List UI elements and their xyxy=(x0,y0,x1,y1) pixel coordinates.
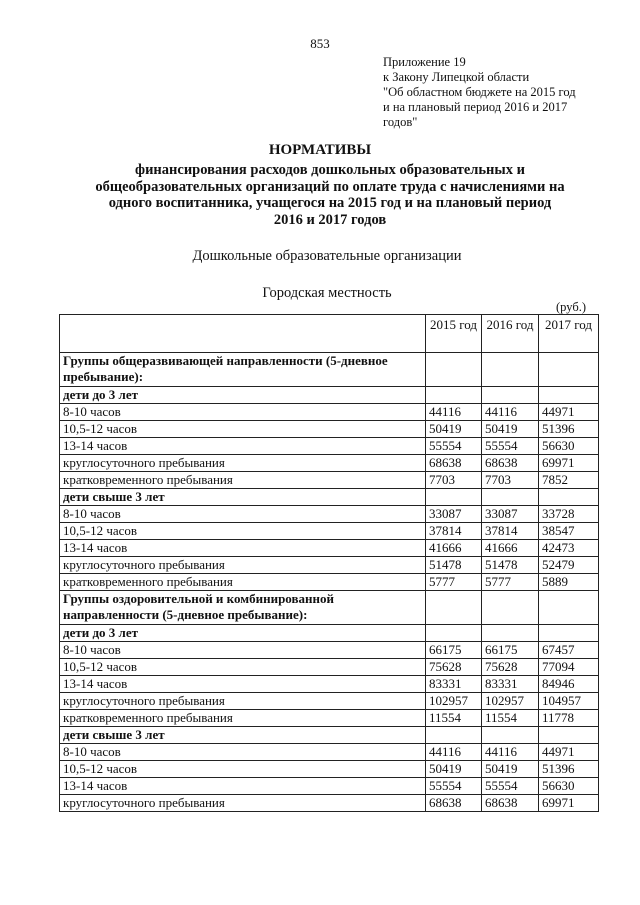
row-label-cell: дети свыше 3 лет xyxy=(60,727,426,744)
value-cell-2016: 51478 xyxy=(482,557,539,574)
table-row xyxy=(60,455,599,472)
table-row xyxy=(60,472,599,489)
table-row xyxy=(60,744,599,761)
table-row xyxy=(60,523,599,540)
norms-table xyxy=(59,314,599,812)
value-cell-2016: 50419 xyxy=(482,761,539,778)
value-cell-2017 xyxy=(539,353,599,387)
table-group-row xyxy=(60,353,599,387)
row-label-cell: кратковременного пребывания xyxy=(60,472,426,489)
value-cell-2017: 51396 xyxy=(539,421,599,438)
header-cell-2015: 2015 год xyxy=(426,315,482,353)
value-cell-2015: 33087 xyxy=(426,506,482,523)
annex-line: к Закону Липецкой области xyxy=(383,70,530,84)
value-cell-2017: 52479 xyxy=(539,557,599,574)
value-cell-2016: 37814 xyxy=(482,523,539,540)
table-row xyxy=(60,506,599,523)
row-label-cell: 8-10 часов xyxy=(60,404,426,421)
value-cell-2015 xyxy=(426,353,482,387)
row-label-cell: круглосуточного пребывания xyxy=(60,693,426,710)
value-cell-2015 xyxy=(426,387,482,404)
document-subtitle xyxy=(60,162,600,228)
value-cell-2016: 68638 xyxy=(482,795,539,812)
table-row xyxy=(60,404,599,421)
value-cell-2017: 84946 xyxy=(539,676,599,693)
value-cell-2016: 55554 xyxy=(482,438,539,455)
table-age-row xyxy=(60,625,599,642)
value-cell-2017: 104957 xyxy=(539,693,599,710)
row-label-cell: 10,5-12 часов xyxy=(60,421,426,438)
value-cell-2015: 68638 xyxy=(426,455,482,472)
table-row xyxy=(60,676,599,693)
value-cell-2015: 55554 xyxy=(426,778,482,795)
row-label-cell: кратковременного пребывания xyxy=(60,574,426,591)
table-row xyxy=(60,557,599,574)
table-row xyxy=(60,795,599,812)
row-label-cell: дети свыше 3 лет xyxy=(60,489,426,506)
page-number: 853 xyxy=(310,36,330,51)
header-cell-2016: 2016 год xyxy=(482,315,539,353)
annex-note xyxy=(383,55,576,130)
annex-line: годов" xyxy=(383,115,418,129)
row-label-cell: 8-10 часов xyxy=(60,642,426,659)
value-cell-2017 xyxy=(539,625,599,642)
value-cell-2017: 67457 xyxy=(539,642,599,659)
value-cell-2016 xyxy=(482,727,539,744)
value-cell-2016: 102957 xyxy=(482,693,539,710)
table-row xyxy=(60,778,599,795)
value-cell-2016: 83331 xyxy=(482,676,539,693)
row-label-cell: дети до 3 лет xyxy=(60,625,426,642)
row-label-cell: кратковременного пребывания xyxy=(60,710,426,727)
value-cell-2016: 41666 xyxy=(482,540,539,557)
value-cell-2015: 41666 xyxy=(426,540,482,557)
value-cell-2017: 69971 xyxy=(539,455,599,472)
value-cell-2016: 68638 xyxy=(482,455,539,472)
table-row xyxy=(60,659,599,676)
row-label-cell: 8-10 часов xyxy=(60,506,426,523)
value-cell-2015: 83331 xyxy=(426,676,482,693)
subtitle-line: 2016 и 2017 годов xyxy=(273,211,387,228)
value-cell-2015 xyxy=(426,625,482,642)
value-cell-2016 xyxy=(482,489,539,506)
value-cell-2015: 7703 xyxy=(426,472,482,489)
value-cell-2015: 37814 xyxy=(426,523,482,540)
annex-line: и на плановый период 2016 и 2017 xyxy=(383,100,568,114)
value-cell-2016: 66175 xyxy=(482,642,539,659)
value-cell-2016 xyxy=(482,591,539,625)
table-row xyxy=(60,761,599,778)
header-cell-2017: 2017 год xyxy=(539,315,599,353)
table-age-row xyxy=(60,727,599,744)
table-row xyxy=(60,574,599,591)
value-cell-2016: 44116 xyxy=(482,744,539,761)
subtitle-line: финансирования расходов дошкольных образовательных и xyxy=(135,162,525,178)
value-cell-2017: 69971 xyxy=(539,795,599,812)
value-cell-2017: 5889 xyxy=(539,574,599,591)
table-row xyxy=(60,642,599,659)
value-cell-2017: 56630 xyxy=(539,778,599,795)
table-row xyxy=(60,438,599,455)
table-row xyxy=(60,693,599,710)
value-cell-2015: 68638 xyxy=(426,795,482,812)
section-title: Дошкольные образовательные организации xyxy=(192,248,462,264)
value-cell-2017 xyxy=(539,489,599,506)
value-cell-2015: 44116 xyxy=(426,404,482,421)
value-cell-2015: 51478 xyxy=(426,557,482,574)
value-cell-2017: 77094 xyxy=(539,659,599,676)
value-cell-2015: 55554 xyxy=(426,438,482,455)
value-cell-2017: 33728 xyxy=(539,506,599,523)
row-label-cell: 10,5-12 часов xyxy=(60,761,426,778)
value-cell-2016: 11554 xyxy=(482,710,539,727)
row-label-cell: 10,5-12 часов xyxy=(60,523,426,540)
value-cell-2016: 7703 xyxy=(482,472,539,489)
value-cell-2015: 50419 xyxy=(426,761,482,778)
value-cell-2015 xyxy=(426,591,482,625)
row-label-cell: 13-14 часов xyxy=(60,438,426,455)
value-cell-2017: 38547 xyxy=(539,523,599,540)
value-cell-2017: 42473 xyxy=(539,540,599,557)
row-label-cell: дети до 3 лет xyxy=(60,387,426,404)
value-cell-2017: 56630 xyxy=(539,438,599,455)
value-cell-2016: 50419 xyxy=(482,421,539,438)
value-cell-2015 xyxy=(426,489,482,506)
value-cell-2017: 7852 xyxy=(539,472,599,489)
value-cell-2015: 50419 xyxy=(426,421,482,438)
row-label-cell: круглосуточного пребывания xyxy=(60,455,426,472)
value-cell-2016: 44116 xyxy=(482,404,539,421)
row-label-cell: Группы оздоровительной и комбинированной направленности (5-дневное пребывание): xyxy=(60,591,426,625)
value-cell-2016 xyxy=(482,625,539,642)
document-title: НОРМАТИВЫ xyxy=(268,142,372,158)
value-cell-2017: 44971 xyxy=(539,744,599,761)
row-label-cell: 10,5-12 часов xyxy=(60,659,426,676)
value-cell-2016: 33087 xyxy=(482,506,539,523)
table-row xyxy=(60,540,599,557)
value-cell-2017: 51396 xyxy=(539,761,599,778)
value-cell-2017: 44971 xyxy=(539,404,599,421)
value-cell-2016: 75628 xyxy=(482,659,539,676)
row-label-cell: 13-14 часов xyxy=(60,540,426,557)
value-cell-2016 xyxy=(482,353,539,387)
value-cell-2015: 44116 xyxy=(426,744,482,761)
row-label-cell: 13-14 часов xyxy=(60,778,426,795)
value-cell-2017: 11778 xyxy=(539,710,599,727)
header-cell-label xyxy=(60,315,426,353)
annex-line: Приложение 19 xyxy=(383,55,466,69)
row-label-cell: 8-10 часов xyxy=(60,744,426,761)
subtitle-line: одного воспитанника, учащегося на 2015 год и на плановый период xyxy=(108,195,552,211)
value-cell-2015: 102957 xyxy=(426,693,482,710)
value-cell-2015: 66175 xyxy=(426,642,482,659)
row-label-cell: круглосуточного пребывания xyxy=(60,557,426,574)
value-cell-2015: 11554 xyxy=(426,710,482,727)
subtitle-line: общеобразовательных организаций по оплате труда с начислениями на xyxy=(95,178,565,195)
table-header-row xyxy=(60,315,599,353)
value-cell-2016: 55554 xyxy=(482,778,539,795)
row-label-cell: Группы общеразвивающей направленности (5-дневное пребывание): xyxy=(60,353,426,387)
subsection-title: Городская местность xyxy=(262,285,392,301)
value-cell-2016 xyxy=(482,387,539,404)
annex-line: "Об областном бюджете на 2015 год xyxy=(383,85,576,99)
table-age-row xyxy=(60,387,599,404)
value-cell-2015 xyxy=(426,727,482,744)
value-cell-2016: 5777 xyxy=(482,574,539,591)
value-cell-2015: 5777 xyxy=(426,574,482,591)
table-age-row xyxy=(60,489,599,506)
value-cell-2017 xyxy=(539,727,599,744)
value-cell-2017 xyxy=(539,387,599,404)
value-cell-2017 xyxy=(539,591,599,625)
table-group-row xyxy=(60,591,599,625)
row-label-cell: 13-14 часов xyxy=(60,676,426,693)
value-cell-2015: 75628 xyxy=(426,659,482,676)
norms-table-body xyxy=(60,315,599,812)
unit-label: (руб.) xyxy=(556,300,586,314)
table-row xyxy=(60,710,599,727)
table-row xyxy=(60,421,599,438)
row-label-cell: круглосуточного пребывания xyxy=(60,795,426,812)
